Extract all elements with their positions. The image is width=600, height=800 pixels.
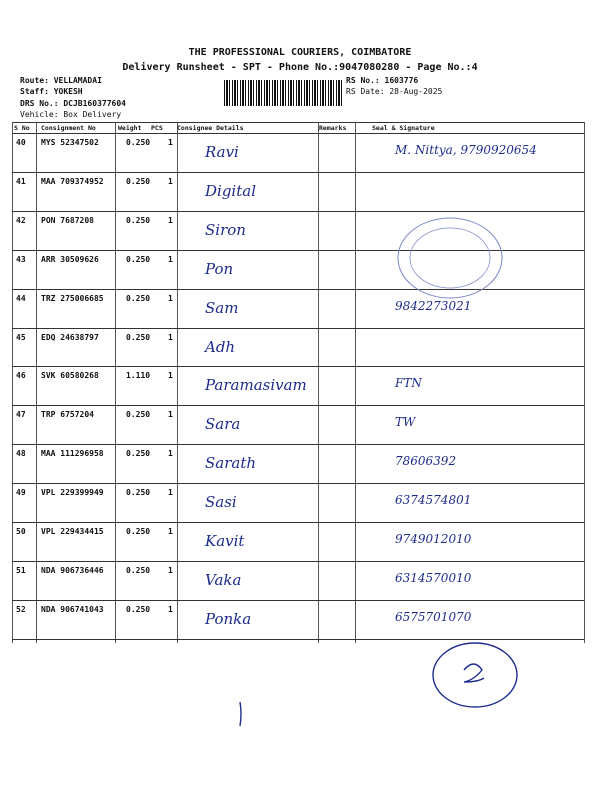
row-sno: 43 — [16, 254, 26, 264]
row-divider — [12, 600, 584, 601]
table-header-border — [12, 133, 584, 134]
row-sno: 40 — [16, 138, 26, 147]
row-consignment-no: NDA 906736446 — [41, 565, 104, 575]
row-pcs: 1 — [168, 332, 173, 342]
row-weight: 0.250 — [126, 215, 151, 225]
row-sno: 49 — [16, 488, 26, 498]
row-sno: 47 — [16, 410, 26, 420]
row-consignee-handwriting: Sam — [205, 298, 239, 317]
row-consignment-no: TRP 6757204 — [41, 410, 94, 420]
row-weight: 0.250 — [126, 332, 151, 342]
row-seal-handwriting: 9842273021 — [395, 298, 472, 313]
row-consignment-no: VPL 229434415 — [41, 527, 104, 536]
row-consignee-handwriting: Ponka — [205, 609, 252, 628]
row-pcs: 1 — [168, 254, 173, 264]
col-divider — [355, 122, 356, 643]
row-consignee-handwriting: Sasi — [205, 493, 237, 512]
pen-mark — [236, 700, 246, 730]
rs-date: RS Date: 28-Aug-2025 — [346, 87, 443, 96]
row-consignment-no: SVK 60580268 — [41, 371, 99, 381]
row-pcs: 1 — [168, 565, 173, 575]
row-divider — [12, 172, 584, 173]
row-weight: 0.250 — [126, 449, 151, 459]
row-consignee-handwriting: Kavit — [205, 532, 245, 550]
row-divider — [12, 328, 584, 329]
rs-number: RS No.: 1603776 — [346, 76, 419, 85]
company-title: THE PROFESSIONAL COURIERS, COIMBATORE — [188, 47, 412, 58]
row-consignment-no: MAA 111296958 — [41, 449, 104, 459]
row-consignment-no: MAA 709374952 — [41, 176, 104, 186]
row-pcs: 1 — [168, 449, 173, 459]
row-divider — [12, 561, 584, 562]
row-pcs: 1 — [168, 527, 173, 536]
row-seal-handwriting: TW — [395, 415, 416, 430]
signature-circle-scribble — [430, 640, 520, 710]
row-consignee-handwriting: Pon — [205, 259, 234, 278]
col-header-weight: Weight — [118, 124, 142, 132]
col-divider — [584, 122, 585, 643]
row-pcs: 1 — [168, 410, 173, 420]
col-divider — [12, 122, 13, 643]
row-sno: 52 — [16, 604, 26, 614]
row-consignee-handwriting: Adh — [205, 337, 236, 356]
route-label: Route: VELLAMADAI — [20, 76, 102, 85]
row-pcs: 1 — [168, 138, 173, 147]
row-weight: 0.250 — [126, 604, 151, 614]
row-consignee-handwriting: Vaka — [205, 570, 242, 589]
row-consignee-handwriting: Sarath — [205, 454, 257, 473]
row-weight: 1.110 — [126, 371, 151, 381]
row-pcs: 1 — [168, 488, 173, 498]
row-divider — [12, 483, 584, 484]
row-sno: 42 — [16, 215, 26, 225]
row-consignee-handwriting: Siron — [205, 220, 246, 239]
row-weight: 0.250 — [126, 293, 151, 303]
row-weight: 0.250 — [126, 176, 151, 186]
row-sno: 44 — [16, 293, 26, 303]
row-sno: 46 — [16, 371, 26, 381]
row-weight: 0.250 — [126, 138, 151, 147]
row-consignment-no: TRZ 275006685 — [41, 293, 104, 303]
drs-label: DRS No.: DCJB160377604 — [20, 99, 126, 108]
col-header-sno: S No — [14, 124, 30, 132]
row-consignment-no: PON 7687208 — [41, 215, 94, 225]
row-pcs: 1 — [168, 604, 173, 614]
row-consignment-no: ARR 30509626 — [41, 254, 99, 264]
barcode — [224, 80, 342, 106]
row-weight: 0.250 — [126, 527, 151, 536]
row-consignment-no: EDQ 24638797 — [41, 332, 99, 342]
row-seal-handwriting: 6575701070 — [395, 609, 472, 624]
row-weight: 0.250 — [126, 254, 151, 264]
row-seal-handwriting: FTN — [395, 376, 422, 391]
row-divider — [12, 522, 584, 523]
row-seal-handwriting: M. Nittya, 9790920654 — [395, 143, 537, 157]
table-top-border — [12, 122, 584, 123]
col-header-consignment: Consignment No — [41, 124, 96, 132]
col-header-seal: Seal & Signature — [372, 124, 435, 132]
row-sno: 41 — [16, 176, 26, 186]
col-divider — [177, 122, 178, 643]
row-consignee-handwriting: Digital — [205, 181, 256, 200]
row-seal-handwriting: 9749012010 — [395, 532, 472, 546]
row-divider — [12, 444, 584, 445]
vehicle-label: Vehicle: Box Delivery — [20, 110, 122, 119]
row-consignment-no: NDA 906741043 — [41, 604, 104, 614]
col-header-consignee: Consignee Details — [177, 124, 244, 132]
row-consignee-handwriting: Paramasivam — [205, 376, 307, 395]
row-sno: 50 — [16, 527, 26, 536]
row-weight: 0.250 — [126, 565, 151, 575]
row-weight: 0.250 — [126, 488, 151, 498]
row-sno: 51 — [16, 565, 26, 575]
staff-label: Staff: YOKESH — [20, 87, 83, 96]
row-consignment-no: VPL 229399949 — [41, 488, 104, 498]
runsheet-subtitle: Delivery Runsheet - SPT - Phone No.:9047080280 - Page No.:4 — [122, 62, 478, 73]
row-consignment-no: MYS 52347502 — [41, 138, 99, 147]
row-divider — [12, 366, 584, 367]
row-pcs: 1 — [168, 176, 173, 186]
row-pcs: 1 — [168, 371, 173, 381]
row-seal-handwriting: 6314570010 — [395, 570, 472, 585]
row-pcs: 1 — [168, 215, 173, 225]
row-seal-handwriting: 6374574801 — [395, 493, 472, 508]
col-divider — [318, 122, 319, 643]
row-sno: 48 — [16, 449, 26, 459]
row-seal-handwriting: 78606392 — [395, 454, 457, 469]
col-divider — [115, 122, 116, 643]
row-sno: 45 — [16, 332, 26, 342]
col-divider — [36, 122, 37, 643]
col-header-remarks: Remarks — [319, 124, 347, 132]
row-weight: 0.250 — [126, 410, 151, 420]
row-pcs: 1 — [168, 293, 173, 303]
row-consignee-handwriting: Sara — [205, 415, 241, 434]
col-header-pcs: PCS — [151, 124, 163, 132]
row-divider — [12, 405, 584, 406]
delivery-stamp — [395, 210, 515, 310]
row-consignee-handwriting: Ravi — [205, 143, 239, 161]
